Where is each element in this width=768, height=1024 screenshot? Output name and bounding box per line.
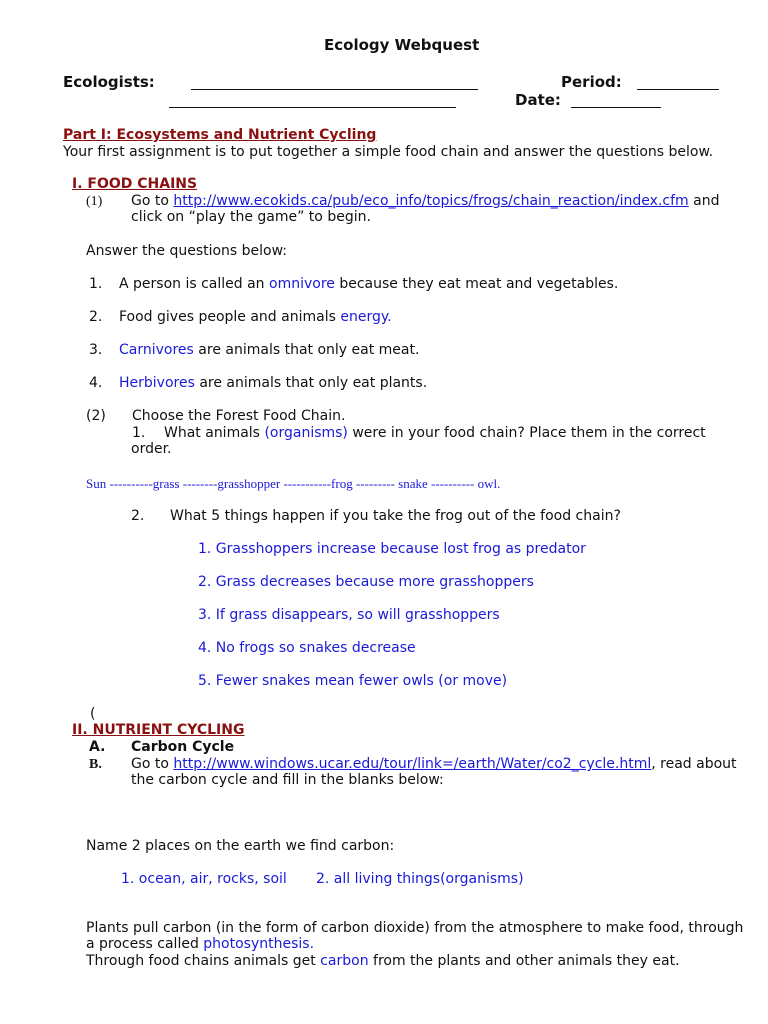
item-a-label: A. xyxy=(89,739,106,755)
carbon-places-question: Name 2 places on the earth we find carbon: xyxy=(86,838,395,854)
sub1-answer: (organisms) xyxy=(264,425,348,441)
animals-line xyxy=(86,953,680,970)
q4-text xyxy=(119,375,427,392)
ecologists-label: Ecologists: xyxy=(63,73,155,91)
q3-text xyxy=(119,342,419,359)
sub1-continuation: order. xyxy=(131,441,172,457)
frog-removal-answer: 3. If grass disappears, so will grasshoppers xyxy=(198,607,500,623)
sub1-prefix: What animals xyxy=(164,425,260,441)
q4-suffix: are animals that only eat plants. xyxy=(199,375,428,391)
frog-removal-answer: 4. No frogs so snakes decrease xyxy=(198,640,416,656)
q3-number: 3. xyxy=(89,342,103,358)
frog-removal-answer: 1. Grasshoppers increase because lost frog as predator xyxy=(198,541,586,557)
animals-prefix: Through food chains animals get xyxy=(86,953,316,969)
q1-number: 1. xyxy=(89,276,103,292)
q2-text xyxy=(119,309,392,326)
step1-and: and xyxy=(693,193,720,209)
q3-answer: Carnivores xyxy=(119,342,194,358)
q1-suffix: because they eat meat and vegetables. xyxy=(339,276,619,292)
photosynthesis-answer: photosynthesis. xyxy=(203,936,315,952)
carbon-answer: carbon xyxy=(320,953,369,969)
date-blank[interactable] xyxy=(571,93,661,108)
plants-line-2 xyxy=(86,936,314,953)
step1-number: (1) xyxy=(86,194,103,209)
step2-text: Choose the Forest Food Chain. xyxy=(132,408,346,424)
sub1-suffix: were in your food chain? Place them in the correct xyxy=(352,425,706,441)
q2-number: 2. xyxy=(89,309,103,325)
step2-number: (2) xyxy=(86,408,106,424)
item-b-continuation: the carbon cycle and fill in the blanks below: xyxy=(131,772,444,788)
item-b-label: B. xyxy=(89,757,102,772)
food-chain-answer: Sun ----------grass --------grasshopper -----------frog --------- snake ---------- owl. xyxy=(86,476,501,491)
step1-continuation: click on “play the game” to begin. xyxy=(131,209,371,225)
item-b-suffix: , read about xyxy=(651,756,737,772)
part1-intro: Your first assignment is to put together a simple food chain and answer the questions below. xyxy=(63,144,714,160)
q1-answer: omnivore xyxy=(269,276,335,292)
q2-prefix: Food gives people and animals xyxy=(119,309,336,325)
ecologists-blank-1[interactable] xyxy=(191,75,478,90)
plants-prefix: a process called xyxy=(86,936,199,952)
ecologists-blank-2[interactable] xyxy=(169,93,456,108)
q3-suffix: are animals that only eat meat. xyxy=(198,342,420,358)
part1-heading: Part I: Ecosystems and Nutrient Cycling xyxy=(63,127,377,143)
food-chains-heading: I. FOOD CHAINS xyxy=(72,176,198,192)
stray-parenthesis: ( xyxy=(90,706,96,722)
nutrient-cycling-heading: II. NUTRIENT CYCLING xyxy=(72,722,245,738)
sub2-text: What 5 things happen if you take the frog out of the food chain? xyxy=(170,508,621,524)
page-title: Ecology Webquest xyxy=(324,36,480,54)
period-blank[interactable] xyxy=(637,75,719,90)
carbon-places-answer-1: 1. ocean, air, rocks, soil xyxy=(121,871,287,887)
sub1-number: 1. xyxy=(132,425,146,441)
ecokids-link[interactable]: http://www.ecokids.ca/pub/eco_info/topics/frogs/chain_reaction/index.cfm xyxy=(173,193,689,209)
step1-line xyxy=(131,193,719,210)
q1-text xyxy=(119,276,618,293)
period-label: Period: xyxy=(561,73,622,91)
q2-answer: energy. xyxy=(340,309,392,325)
frog-removal-answer: 2. Grass decreases because more grasshoppers xyxy=(198,574,534,590)
carbon-cycle-heading: Carbon Cycle xyxy=(131,739,235,755)
answer-intro: Answer the questions below: xyxy=(86,243,288,259)
q1-prefix: A person is called an xyxy=(119,276,265,292)
q4-number: 4. xyxy=(89,375,103,391)
ucar-link[interactable]: http://www.windows.ucar.edu/tour/link=/earth/Water/co2_cycle.html xyxy=(173,756,652,772)
plants-line-1: Plants pull carbon (in the form of carbon dioxide) from the atmosphere to make food, through xyxy=(86,920,744,936)
step1-go-to: Go to xyxy=(131,193,169,209)
carbon-places-answer-2: 2. all living things(organisms) xyxy=(316,871,524,887)
sub1-text xyxy=(164,425,706,442)
q4-answer: Herbivores xyxy=(119,375,195,391)
animals-suffix: from the plants and other animals they eat. xyxy=(373,953,680,969)
sub2-number: 2. xyxy=(131,508,145,524)
date-label: Date: xyxy=(515,91,561,109)
item-b-go-to: Go to xyxy=(131,756,169,772)
frog-removal-answer: 5. Fewer snakes mean fewer owls (or move) xyxy=(198,673,508,689)
item-b-line xyxy=(131,756,737,773)
